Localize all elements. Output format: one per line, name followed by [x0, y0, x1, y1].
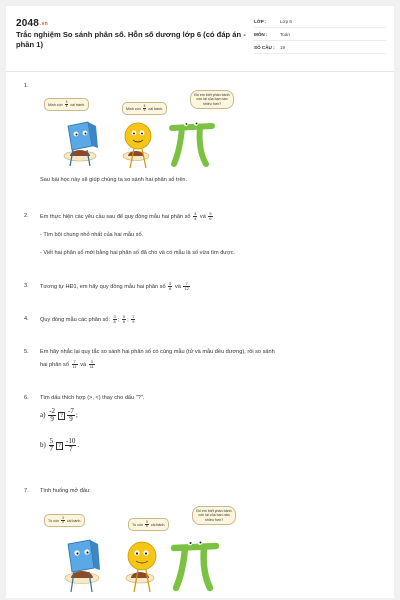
speech-bubble-3: Đố em biết phần bánh còn lại của bạn nào nhiều hơn? [192, 506, 236, 525]
question-number: 6. [24, 395, 29, 401]
speech-bubble-3: Đố em biết phần bánh còn lại của bạn nào nhiều hơn? [190, 90, 234, 109]
question-7-text: Tình huống mở đầu: [40, 488, 91, 494]
worksheet-page: 2048.vn Trắc nghiệm So sánh phân số. Hỗn số dương lớp 6 (có đáp án - phần 1) LỚP : Lớp 6 MÔN : Toán SỐ CÂU : 19 1. Minh còn $\frac{3}{4}$ cái bánh. Minh còn $\frac{5}{6}$ cái bánh. Đố em biết phần bánh còn lại của bạn nào nhiều hơn? Sau bài học này sẽ giúp chúng ta so sánh hai phân số trên. 2. Em thực hiện các yêu cầu sau để quy đồng mẫu hai phân số $\frac{3}{4}$ và $\frac{5}{6}$ - Tìm bội chung nhỏ nhất của hai mẫu số. - Viết hai phân số mới bằng hai phân số đã cho và có mẫu là số vừa tìm được. 3. Tương tự HĐ1, em hãy quy đồng mẫu hai phân số $\frac{5}{8}$ và $\frac{7}{12}$ 4. Quy đồng mẫu các phân số: $\frac{3}{8}$ ; $\frac{5}{6}$ ; $\frac{7}{9}$ 5. Em hãy nhắc lại quy tắc so sánh hai phân số có cùng mẫu (tử và mẫu đều dương), rồi so sánh hai phân số $\frac{7}{11}$ và $\frac{3}{11}$ 6. Tìm dấu thích hợp (>, <) thay cho dấu "?". a) $\frac{-2}{9}$ ? $\frac{-7}{9}$ ; b) $\frac{5}{7}$ ? $\frac{-10}{7}$ . 7. Tình huống mở đầu: Tú còn $\frac{3}{4}$ cái bánh. Tú còn $\frac{5}{6}$ cái bánh. Đố em biết phần bánh còn lại của bạn nào nhiều hơn? [6, 6, 394, 598]
answer-box[interactable]: ? [58, 412, 65, 420]
question-number: 7. [24, 488, 29, 494]
cube-character-icon [65, 540, 100, 592]
answer-box[interactable]: ? [56, 442, 63, 450]
question-2-text: Em thực hiện các yêu cầu sau để quy đồng mẫu hai phân số $\frac{3}{4}$ và $\frac{5}{6}$ [40, 211, 212, 221]
speech-bubble-2: Minh còn $\frac{5}{6}$ cái bánh. [122, 102, 167, 115]
question-6-text: Tìm dấu thích hợp (>, <) thay cho dấu "?". [40, 395, 145, 401]
question-number: 2. [24, 213, 29, 219]
question-number: 3. [24, 283, 29, 289]
question-1-caption: Sau bài học này sẽ giúp chúng ta so sánh hai phân số trên. [40, 177, 188, 183]
cartoon-characters [40, 536, 240, 596]
question-5-text: Em hãy nhắc lại quy tắc so sánh hai phân số có cùng mẫu (tử và mẫu đều dương), rồi so sánh [40, 349, 275, 355]
speech-bubble-1: Tú còn $\frac{3}{4}$ cái bánh. [44, 514, 85, 527]
question-6-item-a: a) $\frac{-2}{9}$ ? $\frac{-7}{9}$ ; [40, 407, 78, 423]
question-6-item-b: b) $\frac{5}{7}$ ? $\frac{-10}{7}$ . [40, 437, 80, 453]
ball-character-icon [123, 123, 151, 168]
question-number: 4. [24, 316, 29, 322]
page-title: Trắc nghiệm So sánh phân số. Hỗn số dương lớp 6 (có đáp án - phần 1) [16, 30, 246, 49]
meta-row-class: LỚP : Lớp 6 [254, 16, 386, 28]
question-number: 1. [24, 83, 29, 89]
meta-table [254, 16, 386, 55]
pi-character-icon [174, 540, 216, 588]
ball-character-icon [126, 542, 156, 592]
cube-character-icon [64, 122, 98, 166]
question-3-text: Tương tự HĐ1, em hãy quy đồng mẫu hai phân số $\frac{5}{8}$ và $\frac{7}{12}$ [40, 281, 189, 291]
question-1-illustration [40, 90, 240, 172]
question-4-text: Quy đồng mẫu các phân số: $\frac{3}{8}$ ; $\frac{5}{6}$ ; $\frac{7}{9}$ [40, 314, 135, 324]
worksheet-header [6, 6, 394, 72]
question-7-illustration [40, 500, 240, 598]
site-logo[interactable]: 2048.vn [16, 18, 48, 29]
pi-character-icon [172, 121, 212, 164]
question-number: 5. [24, 349, 29, 355]
cartoon-characters [40, 118, 240, 172]
speech-bubble-2: Tú còn $\frac{5}{6}$ cái bánh. [128, 518, 169, 531]
speech-bubble-1: Minh còn $\frac{3}{4}$ cái bánh. [44, 98, 89, 111]
meta-row-subject: MÔN : Toán [254, 29, 386, 41]
meta-row-count: SỐ CÂU : 19 [254, 42, 386, 54]
